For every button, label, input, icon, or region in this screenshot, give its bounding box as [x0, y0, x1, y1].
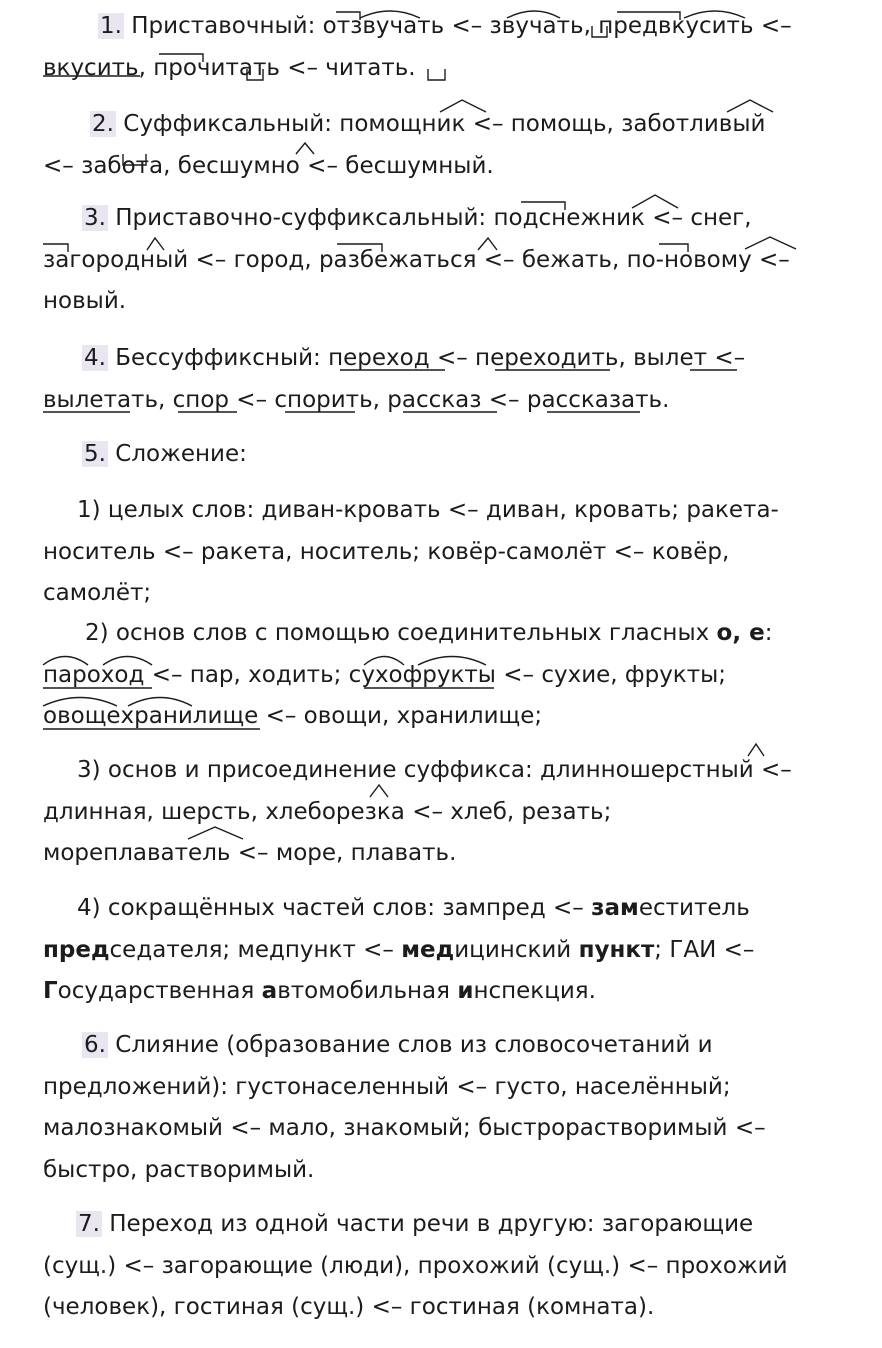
text-line	[43, 532, 843, 574]
line-text: 3) основ и присоединение суффикса: длинношерстный <–	[77, 757, 792, 783]
item-number: 7.	[78, 1211, 100, 1237]
line-text: загородный <– город, разбежаться <– бежать, по-новому <–	[43, 246, 790, 273]
text-line	[43, 792, 843, 834]
bold-text: Г	[43, 978, 58, 1004]
line-text: еститель	[638, 895, 750, 921]
text-line	[43, 1025, 843, 1067]
line-text: <– забота, бесшумно <– бесшумный.	[43, 152, 494, 179]
bold-text: и	[457, 978, 474, 1004]
text-line	[43, 146, 843, 188]
line-text: длинная, шерсть, хлеборезка <– хлеб, резать;	[43, 798, 612, 825]
line-text: Приставочный: отзвучать <– звучать, предвкусить <–	[123, 13, 792, 39]
line-text: носитель <– ракета, носитель; ковёр-самолёт <– ковёр,	[43, 538, 730, 565]
subsection-whole-words	[43, 490, 843, 615]
line-text: овощехранилище <– овощи, хранилище;	[43, 703, 543, 729]
text-line	[43, 198, 843, 240]
text-line	[43, 240, 843, 282]
line-text: Суффиксальный: помощник <– помощь, заботливый	[115, 111, 766, 137]
text-line	[43, 1204, 843, 1246]
text-line	[43, 48, 843, 90]
text-line	[43, 1108, 843, 1150]
line-text: мореплаватель <– море, плавать.	[43, 840, 457, 866]
line-text: предложений): густонаселенный <– густо, населённый;	[43, 1073, 731, 1100]
line-text: быстро, растворимый.	[43, 1156, 315, 1183]
line-text: Слияние (образование слов из словосочетаний и	[107, 1032, 713, 1058]
text-line	[43, 1287, 843, 1329]
section-conversion	[43, 1204, 843, 1329]
line-text: ицинский	[454, 936, 579, 963]
line-text: ; ГАИ <–	[654, 936, 755, 963]
text-line	[43, 888, 843, 930]
line-text: (сущ.) <– загорающие (люди), прохожий (сущ.) <– прохожий	[43, 1252, 788, 1279]
line-text: 2) основ слов с помощью соединительных гласных	[85, 620, 717, 646]
line-text: Бессуффиксный: переход <– переходить, вылет <–	[107, 345, 746, 371]
item-number: 1.	[100, 13, 122, 39]
subsection-stems-connecting-vowels	[43, 613, 843, 738]
item-number: 5.	[84, 441, 106, 467]
line-text: новый.	[43, 288, 127, 314]
text-line	[43, 281, 843, 323]
text-line	[43, 750, 843, 792]
text-line	[43, 1067, 843, 1109]
line-text: вкусить, прочитать <– читать.	[43, 54, 416, 81]
item-number: 6.	[84, 1032, 106, 1058]
bold-text: зам	[591, 895, 639, 921]
line-text: самолёт;	[43, 580, 152, 606]
text-line	[43, 380, 843, 422]
text-line	[43, 6, 843, 48]
line-text: :	[764, 620, 773, 646]
bold-text: мед	[401, 936, 455, 963]
text-line	[43, 490, 843, 532]
text-line	[43, 696, 843, 738]
text-line	[43, 655, 843, 697]
line-text: (человек), гостиная (сущ.) <– гостиная (комната).	[43, 1294, 655, 1320]
bold-text: а	[261, 978, 278, 1004]
section-nonsuffixal	[43, 338, 843, 421]
bold-text: о, е	[716, 620, 765, 646]
text-line	[43, 971, 843, 1013]
line-text: вылетать, спор <– спорить, рассказ <– рассказать.	[43, 386, 670, 413]
text-line	[43, 930, 843, 972]
text-line	[43, 104, 843, 146]
bold-text: пункт	[578, 936, 655, 963]
line-text: 1) целых слов: диван-кровать <– диван, кровать; ракета-	[77, 497, 779, 523]
line-text: Переход из одной части речи в другую: загорающие	[101, 1211, 754, 1237]
text-line	[43, 1246, 843, 1288]
section-prefix-suffixal	[43, 198, 843, 323]
text-line	[43, 1150, 843, 1192]
text-line	[43, 573, 843, 615]
line-text: малознакомый <– мало, знакомый; быстрорастворимый <–	[43, 1115, 766, 1141]
line-text: Сложение:	[107, 441, 247, 467]
text-line	[43, 833, 843, 875]
item-number: 2.	[92, 111, 114, 137]
section-suffixal	[43, 104, 843, 187]
line-text: нспекция.	[473, 978, 596, 1004]
line-text: седателя; медпункт <–	[109, 936, 402, 963]
line-text: втомобильная	[277, 978, 458, 1004]
subsection-stems-suffix	[43, 750, 843, 875]
item-number: 4.	[84, 345, 106, 371]
subsection-abbreviations	[43, 888, 843, 1013]
text-line	[43, 434, 843, 476]
section-fusion	[43, 1025, 843, 1191]
line-text: Приставочно-суффиксальный: подснежник <– снег,	[107, 205, 752, 231]
text-line	[43, 613, 843, 655]
line-text: пароход <– пар, ходить; сухофрукты <– сухие, фрукты;	[43, 661, 727, 688]
section-compounding	[43, 434, 843, 476]
bold-text: пред	[43, 936, 110, 963]
section-prefixal	[43, 6, 843, 89]
line-text: 4) сокращённых частей слов: зампред <–	[77, 895, 592, 921]
item-number: 3.	[84, 205, 106, 231]
line-text: осударственная	[57, 978, 262, 1004]
text-line	[43, 338, 843, 380]
